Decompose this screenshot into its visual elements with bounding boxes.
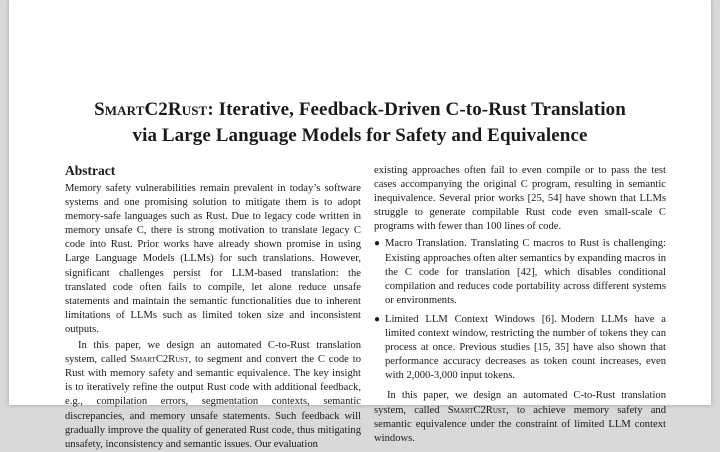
intro-paragraph-system [374, 389, 666, 445]
title-line-1 [9, 97, 711, 123]
system-name: SmartC2Rust [94, 99, 208, 120]
abstract-paragraph-1: Memory safety vulnerabilities remain prevalent in today’s software systems and one promising solution to mitigate them is to adopt memory-safe languages such as Rust. Due to legacy code written in memory unsafe C, there is strong motivation to translate legacy C code into Rust. Prior works have already shown promise in using Large Language Models (LLMs) for such translations. However, significant challenges persist for LLM-based translation: the translated code often fails to compile, let alone reduce unsafe statements and maintain the semantic functionalities due to inherent limitations of LLMs such as limited token size and inconsistent outputs. [65, 183, 361, 335]
list-item [374, 313, 666, 383]
bullet-label: Macro Translation. [385, 238, 467, 250]
right-column [374, 164, 666, 446]
intro-continuation: existing approaches often fail to even compile or to pass the test cases accompanying the original C program, resulting in semantic inequivalence. Several prior works [25, 54] have shown that LLMs struggle to generate compilable Rust code even small-scale C programs with fewer than 100 lines of code. [374, 165, 666, 233]
bullet-body: Modern LLMs have a limited context window, restricting the number of tokens they can process at once. Previous studies [15, 35] have also shown that performance accuracy decreases as token count increases, even with 2,000-3,000 input tokens. [385, 313, 666, 382]
paper-title [9, 97, 711, 149]
bullet-icon: ● [374, 313, 381, 325]
abstract-heading: Abstract [65, 163, 116, 178]
abstract-p2-rest: , to segment and convert the C code to Rust with memory safety and semantic equivalence. The key insight is to iteratively refine the output Rust code with additional feedback, e.g., compilation errors, segmentation contexts, semantic discrepancies, and memory unsafe statements. Such feedback will gradually improve the quality of generated Rust code, thus mitigating unsafety, inconsistency and semantic issues. Our evaluation [65, 354, 361, 450]
bullet-icon: ● [374, 238, 381, 250]
bullet-text [385, 313, 666, 383]
bullet-text [385, 237, 666, 307]
abstract-p2-start: In this paper, we design an automated C-to-Rust translation system, called [65, 340, 361, 366]
paper-page [9, 0, 711, 450]
intro-p-start: In this paper, we design an automated C-to-Rust translation system, called [374, 390, 666, 416]
abstract-system-name: SmartC2Rust [130, 354, 189, 366]
list-item [374, 237, 666, 307]
title-line-1-text: : Iterative, Feedback-Driven C-to-Rust Translation [207, 99, 626, 120]
bullet-label: Limited LLM Context Windows [6]. [385, 313, 557, 325]
abstract-paragraph-2 [65, 339, 361, 452]
left-column [65, 162, 361, 452]
title-line-2: via Large Language Models for Safety and Equivalence [132, 125, 588, 146]
intro-p-rest: , to achieve memory safety and semantic equivalence under the constraint of limited LLM context windows. [374, 404, 666, 444]
challenge-list [374, 237, 666, 383]
bullet-body: Translating C macros to Rust is challenging: Existing approaches often alter semantics by expanding macros in the C code for translation [42], which disables conditional compilation and reduces code portability across different systems or environments. [385, 238, 666, 306]
intro-system-name: SmartC2Rust [447, 404, 507, 416]
